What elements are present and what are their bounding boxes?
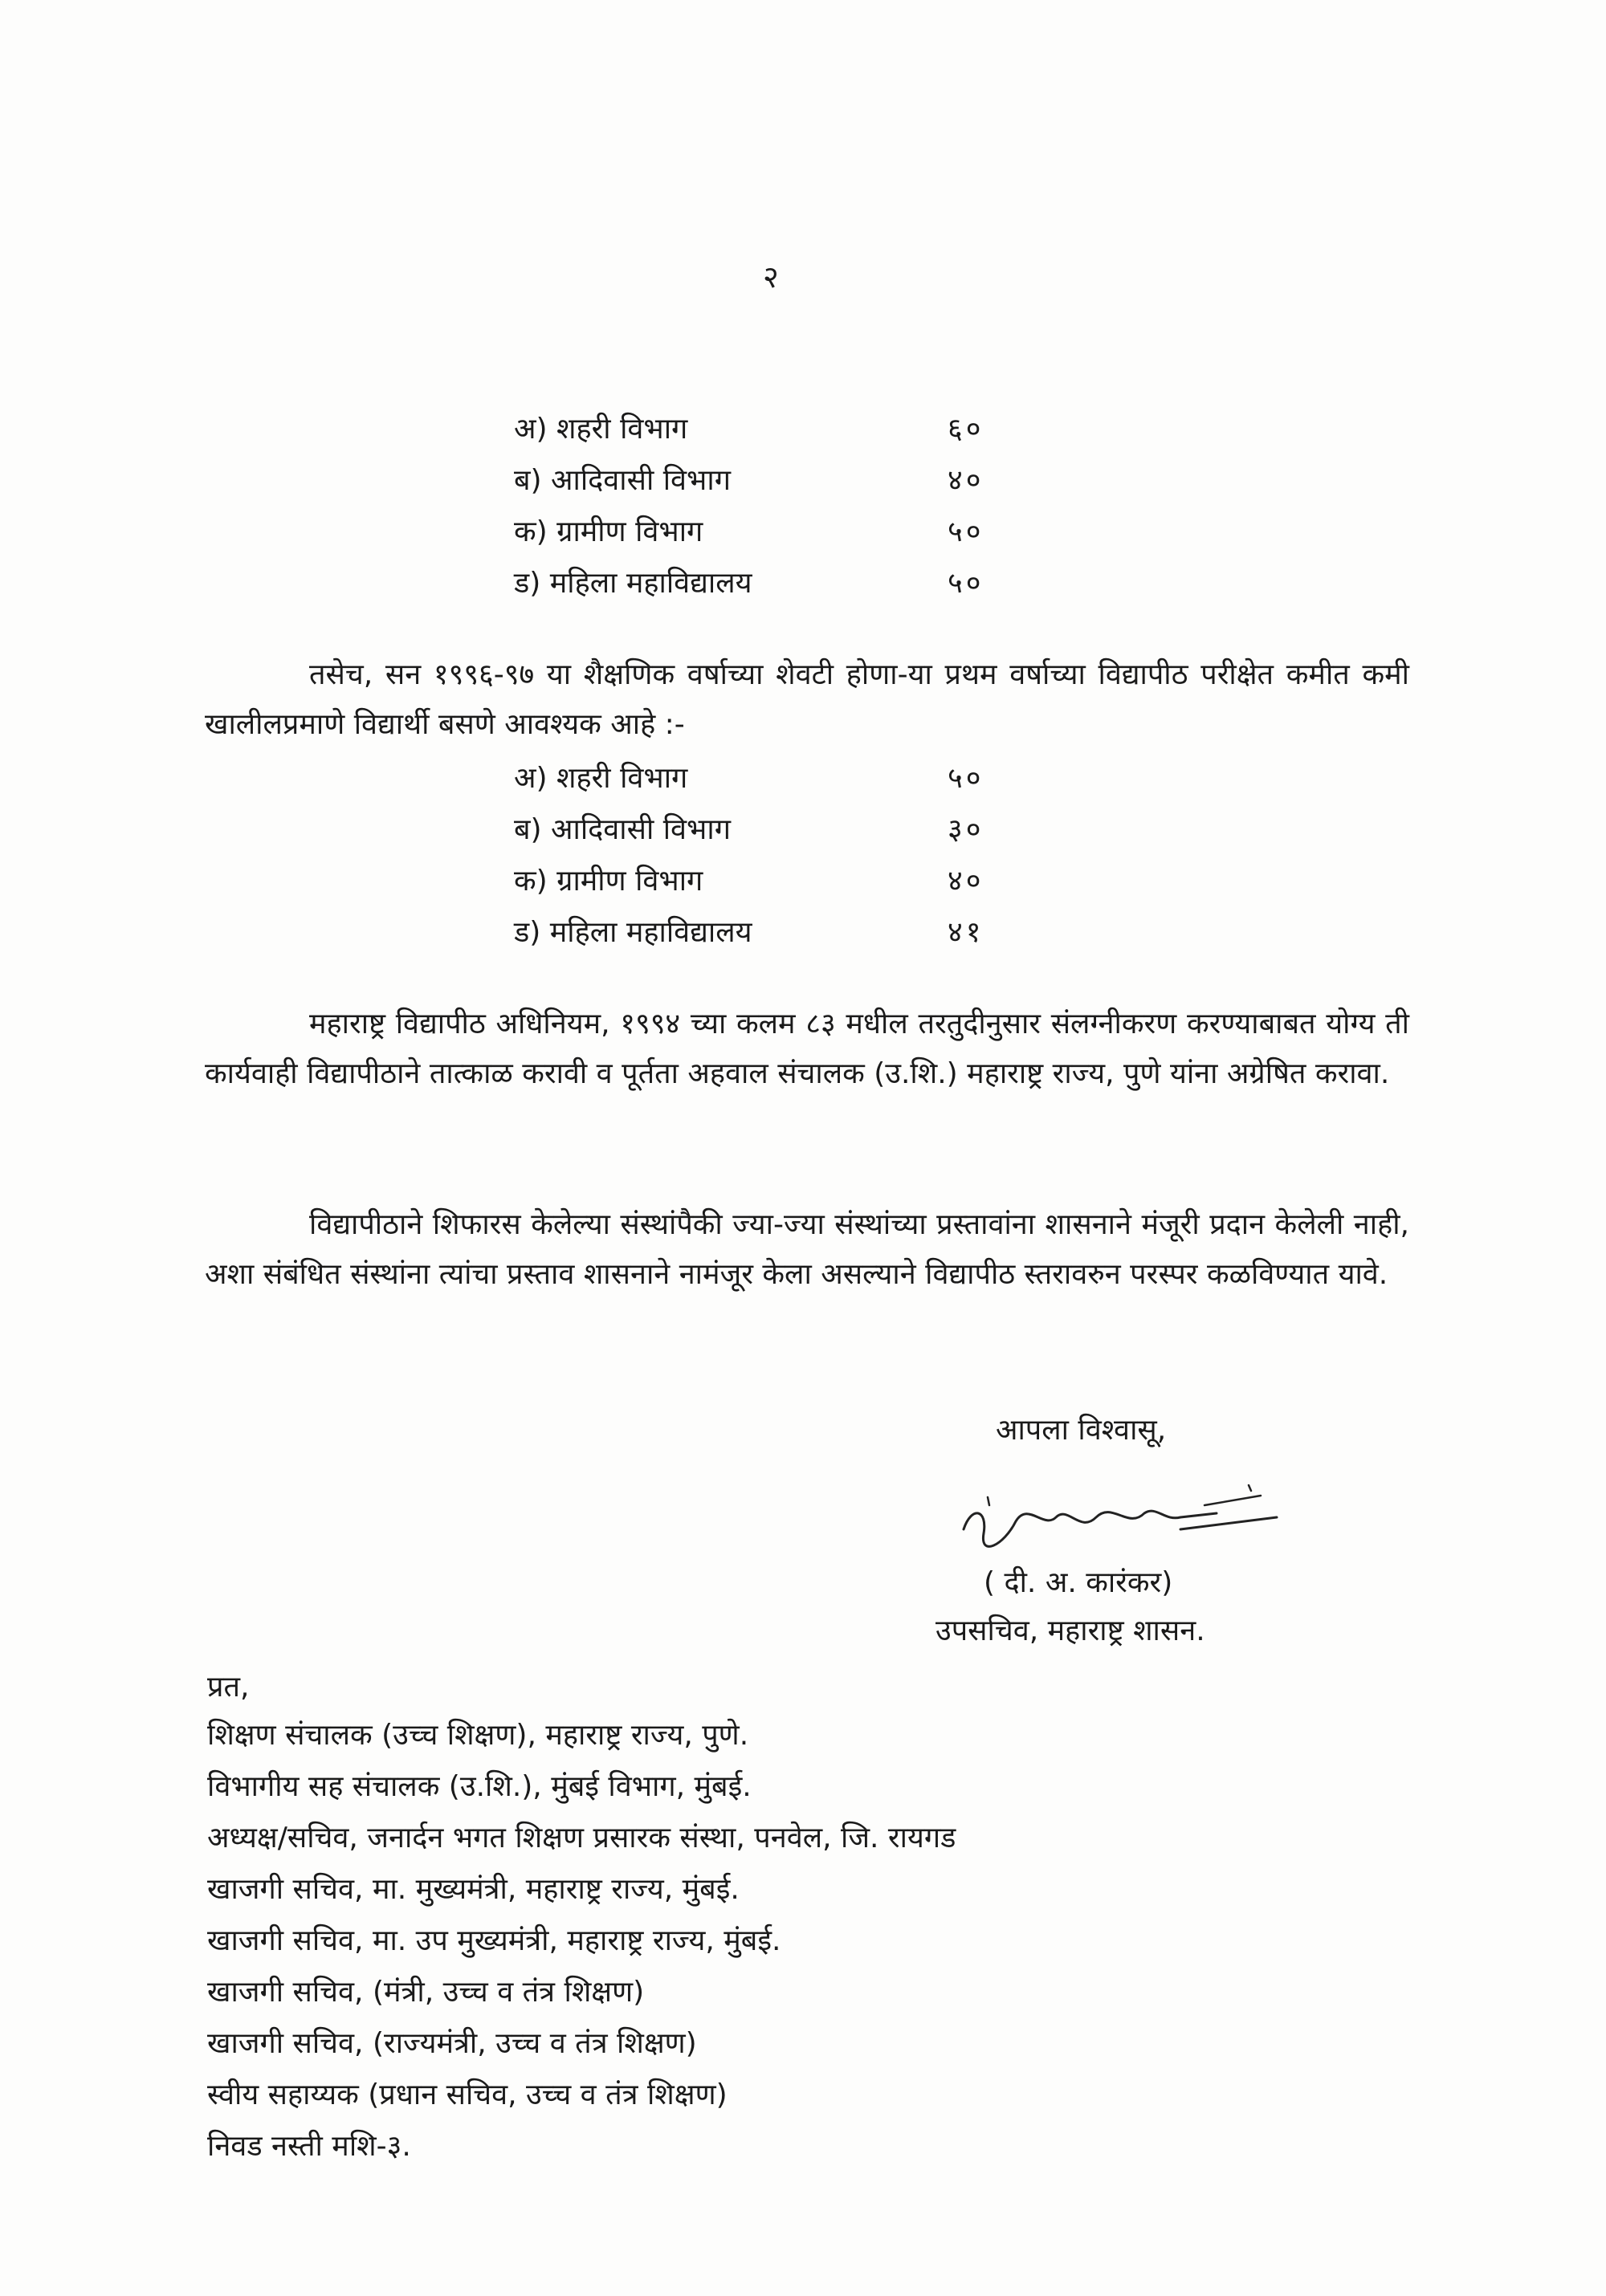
- list-item-label: ब) आदिवासी विभाग: [514, 463, 731, 497]
- list-item: [514, 453, 1012, 504]
- list-item-value: ५०: [948, 515, 984, 548]
- paragraph-text: विद्यापीठाने शिफारस केलेल्या संस्थांपैकी ज्या-ज्या संस्थांच्या प्रस्तावांना शासनाने मंजूरी प्रदान केलेली नाही, अशा संबंधित संस्थांना त्यांचा प्रस्ताव शासनाने नामंजूर केला असल्याने विद्यापीठ स्तरावरुन परस्पर कळविण्यात यावे.: [205, 1208, 1409, 1291]
- list-item-value: ४०: [948, 463, 984, 497]
- list-item: शिक्षण संचालक (उच्च शिक्षण), महाराष्ट्र राज्य, पुणे.: [207, 1719, 749, 1752]
- list-item: खाजगी सचिव, (राज्यमंत्री, उच्च व तंत्र शिक्षण): [207, 2027, 697, 2060]
- list-item: खाजगी सचिव, मा. मुख्यमंत्री, महाराष्ट्र राज्य, मुंबई.: [207, 1873, 740, 1906]
- paragraph-affiliation: [205, 999, 1409, 1099]
- list-item-label: ड) महिला महाविद्यालय: [514, 915, 752, 949]
- list-item: निवड नस्ती मशि-३.: [207, 2130, 411, 2163]
- copy-to-list: [207, 1710, 956, 2172]
- paragraph-text: तसेच, सन १९९६-९७ या शैक्षणिक वर्षाच्या शेवटी होणा-या प्रथम वर्षाच्या विद्यापीठ परीक्षेत कमीत कमी खालीलप्रमाणे विद्यार्थी बसणे आवश्यक आहे :-: [205, 658, 1409, 741]
- list-item: [514, 802, 1012, 853]
- signatory-designation: उपसचिव, महाराष्ट्र शासन.: [935, 1614, 1205, 1647]
- list-item: [514, 556, 1012, 607]
- list-item-label: ब) आदिवासी विभाग: [514, 812, 731, 846]
- list-item-value: ३०: [948, 812, 984, 846]
- second-student-list: [514, 751, 1012, 956]
- list-item-label: अ) शहरी विभाग: [514, 412, 688, 446]
- list-item: [514, 504, 1012, 556]
- list-item: [514, 751, 1012, 802]
- page-number: २: [763, 259, 779, 295]
- closing-salutation: आपला विश्वासू,: [996, 1414, 1167, 1447]
- list-item-label: अ) शहरी विभाग: [514, 761, 688, 795]
- first-student-list: [514, 401, 1012, 607]
- list-item: [514, 905, 1012, 956]
- list-item: खाजगी सचिव, (मंत्री, उच्च व तंत्र शिक्षण): [207, 1976, 645, 2009]
- list-item: [514, 853, 1012, 905]
- list-item-value: ६०: [948, 412, 984, 446]
- list-item-label: क) ग्रामीण विभाग: [514, 864, 703, 898]
- list-item-label: क) ग्रामीण विभाग: [514, 515, 703, 548]
- list-item: खाजगी सचिव, मा. उप मुख्यमंत्री, महाराष्ट्र राज्य, मुंबई.: [207, 1924, 781, 1957]
- list-item: [514, 401, 1012, 453]
- list-item-value: ५०: [948, 761, 984, 795]
- list-item: विभागीय सह संचालक (उ.शि.), मुंबई विभाग, मुंबई.: [207, 1770, 752, 1803]
- list-item-value: ५०: [948, 566, 984, 600]
- list-item-label: ड) महिला महाविद्यालय: [514, 566, 752, 600]
- list-item: स्वीय सहाय्यक (प्रधान सचिव, उच्च व तंत्र शिक्षण): [207, 2078, 728, 2111]
- paragraph-rejection-notice: [205, 1200, 1409, 1300]
- signatory-name: ( दी. अ. कारंकर): [984, 1566, 1173, 1599]
- list-item: अध्यक्ष/सचिव, जनार्दन भगत शिक्षण प्रसारक संस्था, पनवेल, जि. रायगड: [207, 1822, 956, 1854]
- handwritten-signature: [940, 1473, 1309, 1561]
- copy-to-heading: प्रत,: [207, 1671, 250, 1704]
- list-item-value: ४०: [948, 864, 984, 898]
- paragraph-text: महाराष्ट्र विद्यापीठ अधिनियम, १९९४ च्या कलम ८३ मधील तरतुदीनुसार संलग्नीकरण करण्याबाबत योग्य ती कार्यवाही विद्यापीठाने तात्काळ करावी व पूर्तता अहवाल संचालक (उ.शि.) महाराष्ट्र राज्य, पुणे यांना अग्रेषित करावा.: [205, 1008, 1409, 1090]
- paragraph-exam-requirement: [205, 650, 1409, 750]
- list-item-value: ४१: [948, 915, 984, 949]
